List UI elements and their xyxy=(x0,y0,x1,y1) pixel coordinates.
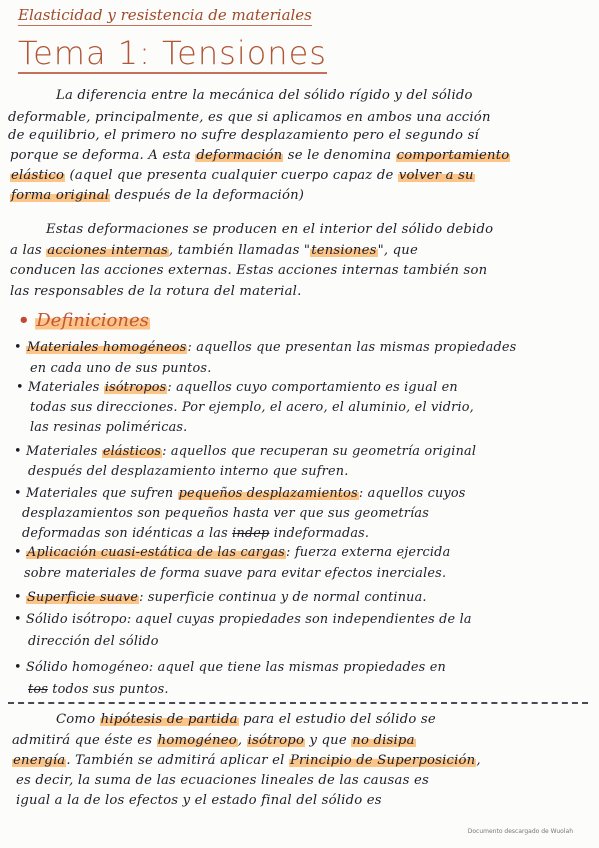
text-span: todos sus puntos. xyxy=(48,682,169,697)
text-span: ", que xyxy=(377,243,418,258)
defs-line xyxy=(14,590,427,605)
highlighted-term: hipótesis de partida xyxy=(100,712,238,727)
highlighted-term: forma original xyxy=(11,188,110,203)
text-span: • xyxy=(14,340,27,355)
intro-line xyxy=(56,88,473,103)
text-span: deformadas son idénticas a las xyxy=(22,526,233,541)
text-span: es decir, la suma de las ecuaciones lineales de las causas es xyxy=(16,773,429,788)
text-span: se le denomina xyxy=(283,148,396,163)
defs-line xyxy=(28,464,348,479)
para3-line xyxy=(56,712,436,727)
defs-line xyxy=(22,526,369,541)
intro-line xyxy=(10,168,475,183)
footer-watermark: Documento descargado de Wuolah xyxy=(467,828,573,835)
text-span: a las xyxy=(10,243,47,258)
text-span: : superficie continua y de normal continua. xyxy=(139,590,427,605)
text-span: • Sólido isótropo: aquel cuyas propiedades son independientes de la xyxy=(14,612,472,627)
text-span: , xyxy=(237,733,247,748)
header-subject: Elasticidad y resistencia de materiales xyxy=(18,6,312,24)
defs-line xyxy=(30,420,187,435)
text-span: conducen las acciones externas. Estas acciones internas también son xyxy=(10,263,488,278)
para3-line xyxy=(16,793,382,808)
highlighted-term: comportamiento xyxy=(396,148,510,163)
text-span: deformable, principalmente, es que si aplicamos en ambos una acción xyxy=(8,110,491,125)
highlighted-term: tensiones xyxy=(311,243,377,258)
text-span: las resinas poliméricas. xyxy=(30,420,188,435)
section-title-definitions: • Definiciones xyxy=(18,310,149,331)
para2-line xyxy=(10,284,301,299)
text-span: sobre materiales de forma suave para evitar efectos inerciales. xyxy=(24,566,447,581)
text-span: Estas deformaciones se producen en el interior del sólido debido xyxy=(46,222,494,237)
defs-line xyxy=(28,682,169,697)
defs-line xyxy=(14,444,476,459)
text-span: igual a la de los efectos y el estado final del sólido es xyxy=(16,793,382,808)
page-title: Tema 1: Tensiones xyxy=(18,34,327,72)
highlighted-term: Principio de Superposición xyxy=(289,753,476,768)
text-span: La diferencia entre la mecánica del sólido rígido y del sólido xyxy=(56,88,473,103)
defs-line xyxy=(16,380,458,395)
intro-line xyxy=(8,128,479,143)
text-span: : aquellos cuyo comportamiento es igual en xyxy=(167,380,458,395)
intro-line xyxy=(8,110,491,125)
highlighted-term: Aplicación cuasi-estática de las cargas xyxy=(27,545,286,560)
dashed-divider xyxy=(8,702,588,704)
defs-line xyxy=(22,506,429,521)
text-span: : fuerza externa ejercida xyxy=(286,545,451,560)
highlighted-term: pequeños desplazamientos xyxy=(178,486,358,501)
text-span: Como xyxy=(56,712,100,727)
highlighted-term: volver a su xyxy=(398,168,474,183)
highlighted-term: elásticos xyxy=(102,444,162,459)
text-span: : aquellos que recuperan su geometría original xyxy=(162,444,477,459)
text-span: después del desplazamiento interno que sufren. xyxy=(28,464,349,479)
text-span: . También se admitirá aplicar el xyxy=(66,753,289,768)
section-bullet-icon: • xyxy=(18,310,30,331)
text-span: , también llamadas " xyxy=(169,243,311,258)
defs-line xyxy=(28,634,159,649)
text-span: • xyxy=(14,590,27,605)
highlighted-term: acciones internas xyxy=(47,243,168,258)
defs-line xyxy=(14,660,446,675)
para2-line xyxy=(46,222,493,237)
defs-line xyxy=(14,545,450,560)
text-span: • Materiales xyxy=(14,444,102,459)
text-span: : aquellos que presentan las mismas propiedades xyxy=(187,340,517,355)
defs-line xyxy=(30,400,474,415)
para3-line xyxy=(12,733,416,748)
defs-line xyxy=(14,486,466,501)
para3-line xyxy=(16,773,429,788)
para3-line xyxy=(12,753,481,768)
defs-line xyxy=(14,612,472,627)
intro-line xyxy=(10,148,510,163)
text-span: de equilibrio, el primero no sufre desplazamiento pero el segundo sí xyxy=(8,128,479,143)
text-span: desplazamientos son pequeños hasta ver que sus geometrías xyxy=(22,506,429,521)
text-span: admitirá que éste es xyxy=(12,733,157,748)
text-span: para el estudio del sólido se xyxy=(238,712,436,727)
defs-line xyxy=(14,340,516,355)
text-span: • xyxy=(14,545,27,560)
text-span: (aquel que presenta cualquier cuerpo capaz de xyxy=(65,168,398,183)
intro-line xyxy=(10,188,304,203)
text-span: indeformadas. xyxy=(269,526,370,541)
highlighted-term: isótropo xyxy=(247,733,305,748)
highlighted-term: Superficie suave xyxy=(27,590,139,605)
text-span: dirección del sólido xyxy=(28,634,159,649)
struck-text: indep xyxy=(232,526,270,541)
struck-text: tos xyxy=(28,682,49,697)
text-span: después de la deformación) xyxy=(110,188,305,203)
text-span: las responsables de la rotura del material. xyxy=(10,284,302,299)
para2-line xyxy=(10,263,487,278)
text-span: todas sus direcciones. Por ejemplo, el acero, el aluminio, el vidrio, xyxy=(30,400,474,415)
para2-line xyxy=(10,243,418,258)
highlighted-term: no disipa xyxy=(352,733,415,748)
text-span: en cada uno de sus puntos. xyxy=(30,361,212,376)
defs-line xyxy=(30,361,211,376)
text-span: : aquellos cuyos xyxy=(358,486,466,501)
text-span: • Materiales xyxy=(16,380,104,395)
highlighted-term: energía xyxy=(13,753,66,768)
highlighted-term: homogéneo xyxy=(157,733,237,748)
highlighted-term: Materiales homogéneos xyxy=(27,340,187,355)
text-span: • Sólido homogéneo: aquel que tiene las mismas propiedades en xyxy=(14,660,446,675)
highlighted-term: isótropos xyxy=(104,380,167,395)
text-span: y que xyxy=(305,733,352,748)
defs-line xyxy=(24,566,446,581)
highlighted-term: deformación xyxy=(196,148,283,163)
text-span: • Materiales que sufren xyxy=(14,486,178,501)
text-span: , xyxy=(476,753,481,768)
highlighted-term: elástico xyxy=(11,168,65,183)
text-span: porque se deforma. A esta xyxy=(10,148,196,163)
